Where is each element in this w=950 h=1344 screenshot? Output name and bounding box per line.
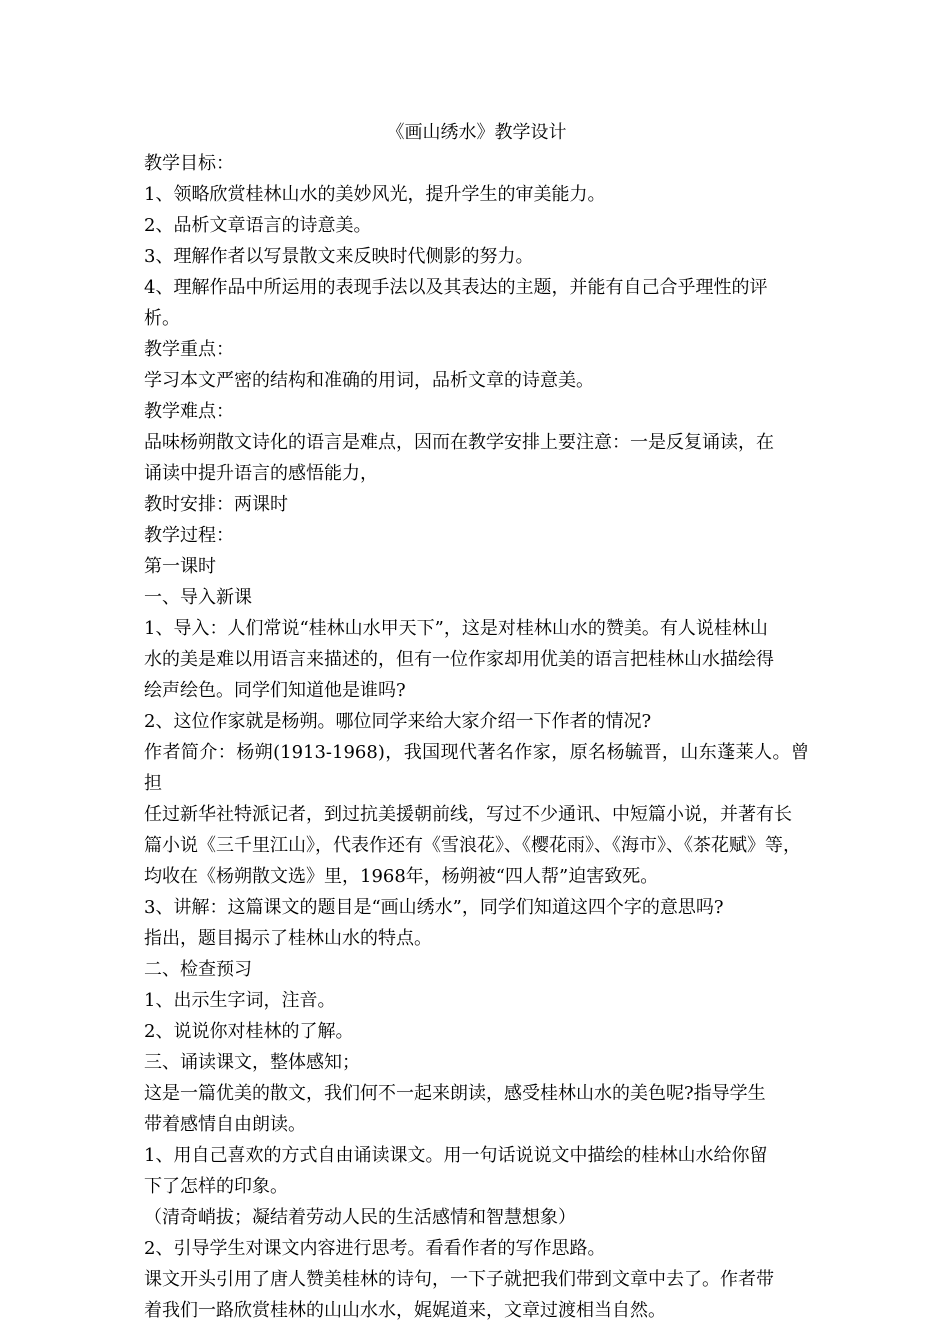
text-line: 1、出示生字词，注音。	[144, 990, 336, 1011]
text-line: 着我们一路欣赏桂林的山山水水，娓娓道来，文章过渡相当自然。	[144, 1300, 666, 1321]
text-line: 1、用自己喜欢的方式自由诵读课文。用一句话说说文中描绘的桂林山水给你留	[144, 1145, 768, 1166]
text-line: 2、引导学生对课文内容进行思考。看看作者的写作思路。	[144, 1238, 606, 1259]
text-line: 均收在《杨朔散文选》里，1968年，杨朔被“四人帮”迫害致死。	[144, 866, 659, 887]
text-line: 这是一篇优美的散文，我们何不一起来朗读，感受桂林山水的美色呢?指导学生	[144, 1083, 766, 1104]
document-content	[144, 148, 809, 1326]
text-line: 指出，题目揭示了桂林山水的特点。	[144, 928, 432, 949]
text-line: 教学重点：	[144, 339, 234, 360]
text-line: 品味杨朔散文诗化的语言是难点，因而在教学安排上要注意：一是反复诵读，在	[144, 432, 774, 453]
text-line: 2、说说你对桂林的了解。	[144, 1021, 354, 1042]
text-line: 教时安排：两课时	[144, 494, 288, 515]
text-line: 一、导入新课	[144, 587, 252, 608]
text-line: 教学过程：	[144, 525, 234, 546]
text-line: 作者简介：杨朔(1913-1968)，我国现代著名作家，原名杨毓晋，山东蓬莱人。曾担	[144, 742, 809, 794]
text-line: （清奇峭拔；凝结着劳动人民的生活感情和智慧想象）	[144, 1207, 576, 1228]
text-line: 三、诵读课文，整体感知；	[144, 1052, 360, 1073]
document-body	[144, 118, 809, 1326]
text-line: 学习本文严密的结构和准确的用词，品析文章的诗意美。	[144, 370, 594, 391]
text-line: 篇小说《三千里江山》，代表作还有《雪浪花》、《樱花雨》、《海市》、《茶花赋》等，	[144, 835, 801, 856]
text-line: 2、品析文章语言的诗意美。	[144, 215, 372, 236]
text-line: 2、这位作家就是杨朔。哪位同学来给大家介绍一下作者的情况?	[144, 711, 652, 732]
text-line: 第一课时	[144, 556, 216, 577]
text-line: 3、理解作者以写景散文来反映时代侧影的努力。	[144, 246, 534, 267]
text-line: 析。	[144, 308, 180, 329]
text-line: 1、导入：人们常说“桂林山水甲天下”，这是对桂林山水的赞美。有人说桂林山	[144, 618, 768, 639]
text-line: 水的美是难以用语言来描述的，但有一位作家却用优美的语言把桂林山水描绘得	[144, 649, 774, 670]
text-line: 教学目标：	[144, 153, 234, 174]
text-line: 3、讲解：这篇课文的题目是“画山绣水”，同学们知道这四个字的意思吗?	[144, 897, 724, 918]
text-line: 课文开头引用了唐人赞美桂林的诗句，一下子就把我们带到文章中去了。作者带	[144, 1269, 774, 1290]
text-line: 绘声绘色。同学们知道他是谁吗?	[144, 680, 406, 701]
text-line: 任过新华社特派记者，到过抗美援朝前线，写过不少通讯、中短篇小说，并著有长	[144, 804, 792, 825]
text-line: 4、理解作品中所运用的表现手法以及其表达的主题，并能有自己合乎理性的评	[144, 277, 768, 298]
text-line: 带着感情自由朗读。	[144, 1114, 306, 1135]
text-line: 诵读中提升语言的感悟能力，	[144, 463, 378, 484]
text-line: 下了怎样的印象。	[144, 1176, 288, 1197]
text-line: 教学难点：	[144, 401, 234, 422]
text-line: 二、检查预习	[144, 959, 252, 980]
document-title: 《画山绣水》教学设计	[386, 122, 567, 143]
text-line: 1、领略欣赏桂林山水的美妙风光，提升学生的审美能力。	[144, 184, 606, 205]
